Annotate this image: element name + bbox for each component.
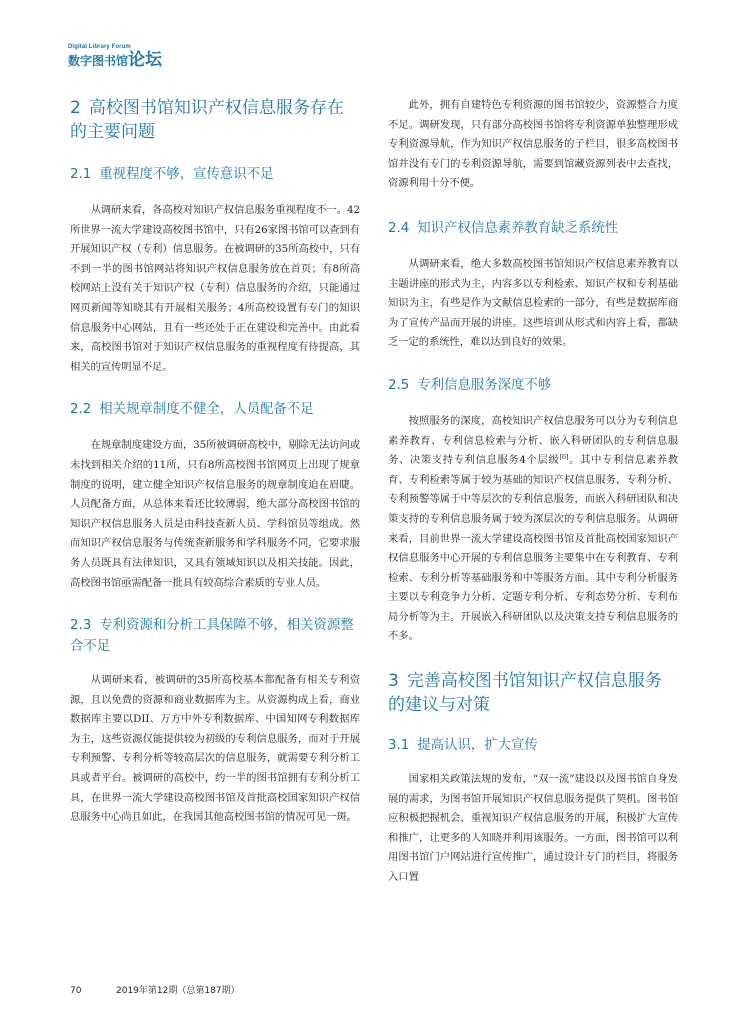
subsection-title: 专利资源和分析工具保障不够，相关资源整合不足 <box>70 618 354 655</box>
paragraph-3-1: 国家相关政策法规的发布，“双一流”建设以及图书馆自身发展的需求，为图书馆开展知识产权信息服务提供了契机。图书馆应积极把握机会，重视知识产权信息服务的开展，积极扩大宣传和推广，让更多的人知晓并利用该服务。一方面，图书馆可以利用图书馆门户网站进行宣传推广，通过设计专门的栏目，将服务入口置 <box>388 773 678 884</box>
paragraph-2-3: 从调研来看，被调研的35所高校基本都配备有相关专利资源，且以免费的资源和商业数据库为主。从资源构成上看，商业数据库主要以DII、万方中外专利数据库、中国知网专利数据库为主，这些资源仅能提供较为初级的专利信息服务，而对于开展专利预警、专利分析等较高层次的信息服务，就需要专利分析工具或者平台。被调研的高校中，约一半的图书馆拥有专利分析工具，在世界一流大学建设高校图书馆及首批高校国家知识产权信息服务中心尚且如此，在我国其他高校图书馆的情况可见一斑。 <box>70 674 360 824</box>
section-3-heading <box>388 669 678 717</box>
subsection-2-4-heading <box>388 218 678 239</box>
paragraph-2-5 <box>388 412 678 647</box>
section-title: 完善高校图书馆知识产权信息服务的建议与对策 <box>388 671 662 716</box>
paragraph-2-5-part-1: 按照服务的深度，高校知识产权信息服务可以分为专利信息素养教育、专利信息检索与分析、嵌入科研团队的专利信息服务、决策支持专利信息服务4个层级 <box>388 414 678 467</box>
right-column <box>388 96 678 888</box>
subsection-number: 2.5 <box>388 377 410 393</box>
page-number: 70 <box>70 986 82 996</box>
section-number: 2 <box>70 98 81 118</box>
subsection-title: 提高认识，扩大宣传 <box>417 738 538 754</box>
subsection-2-2-heading <box>70 399 360 420</box>
section-2-heading <box>70 96 360 144</box>
paragraph-2-3-continued: 此外，拥有自建特色专利资源的图书馆较少，资源整合力度不足。调研发现，只有部分高校图书馆将专利资源单独整理形成专利资源导航，作为知识产权信息服务的子栏目，很多高校图书馆并没有专门的专利资源导航，需要到馆藏资源列表中去查找，资源利用十分不便。 <box>388 99 678 190</box>
logo-english-text: Digital Library Forum <box>68 44 131 50</box>
subsection-number: 2.4 <box>388 220 410 236</box>
subsection-number: 2.3 <box>70 618 92 634</box>
subsection-title: 专利信息服务深度不够 <box>417 377 552 393</box>
subsection-number: 3.1 <box>388 738 410 754</box>
page-footer <box>70 983 240 996</box>
logo-chinese-small: 数字图书馆 <box>68 54 129 68</box>
paragraph-2-2: 在规章制度建设方面，35所被调研高校中，剔除无法访问或未找到相关介绍的11所，只有8所高校图书馆网页上出现了规章制度的说明，建立健全知识产权信息服务的规章制度迫在眉睫。人员配备方面，从总体来看还比较薄弱，绝大部分高校图书馆的知识产权信息服务人员是由科技查新人员、学科馆员等组成。然而知识产权信息服务与传统查新服务和学科服务不同，它要求服务人员既具有法律知识，又具有领域知识以及相关技能。因此，高校图书馆亟需配备一批具有较高综合素质的专业人员。 <box>70 439 360 589</box>
paragraph-2-5-part-2: 。其中专利信息素养教育、专利检索等属于较为基础的知识产权信息服务，专利分析、专利预警等属于中等层次的专利信息服务，而嵌入科研团队和决策支持的专利信息服务属于较为深层次的专利信息服务。从调研来看，目前世界一流大学建设高校图书馆及首批高校国家知识产权信息服务中心开展的专利信息服务主要集中在专利教育、专利检索、专利分析等基础服务和中等服务方面。其中专利分析服务主要以专利竞争力分析、定题专利分析、专利态势分析、专利布局分析等为主。开展嵌入科研团队以及决策支持专利信息服务的不多。 <box>388 454 678 643</box>
journal-logo <box>68 44 162 70</box>
paragraph-2-1: 从调研来看，各高校对知识产权信息服务重视程度不一。42所世界一流大学建设高校图书馆中，只有26家图书馆可以查到有开展知识产权（专利）信息服务。在被调研的35所高校中，只有不到一半的图书馆网站将知识产权信息服务放在首页；有8所高校网站上没有关于知识产权（专利）信息服务的介绍，只能通过网页新闻等知晓其有开展相关服务；4所高校设置有专门的知识信息服务中心网站，且有一些还处于正在建设和完善中。由此看来，高校图书馆对于知识产权信息服务的重视程度有待提高，其相关的宣传明显不足。 <box>70 204 360 373</box>
subsection-3-1-heading <box>388 735 678 756</box>
subsection-2-5-heading <box>388 375 678 396</box>
citation-reference[interactable]: [6] <box>559 453 569 462</box>
section-number: 3 <box>388 671 399 692</box>
paragraph-2-4: 从调研来看，绝大多数高校图书馆知识产权信息素养教育以主题讲座的形式为主，内容多以专利检索、知识产权和专利基础知识为主，有些是作为文献信息检索的一部分，有些是数据库商为了宣传产品而开展的讲座。这些培训从形式和内容上看，都缺乏一定的系统性，难以达到良好的效果。 <box>388 257 678 349</box>
subsection-number: 2.1 <box>70 167 92 182</box>
logo-chinese-text <box>68 51 162 70</box>
subsection-title: 相关规章制度不健全，人员配备不足 <box>99 402 314 418</box>
subsection-title: 重视程度不够，宣传意识不足 <box>99 167 274 182</box>
journal-issue: 2019年第12期（总第187期） <box>116 986 240 996</box>
left-column <box>70 96 360 828</box>
subsection-2-3-heading <box>70 615 360 657</box>
subsection-title: 知识产权信息素养教育缺乏系统性 <box>417 220 619 236</box>
subsection-number: 2.2 <box>70 402 92 418</box>
section-title: 高校图书馆知识产权信息服务存在的主要问题 <box>70 98 344 142</box>
logo-chinese-big: 论坛 <box>128 50 163 70</box>
subsection-2-1-heading <box>70 164 360 185</box>
